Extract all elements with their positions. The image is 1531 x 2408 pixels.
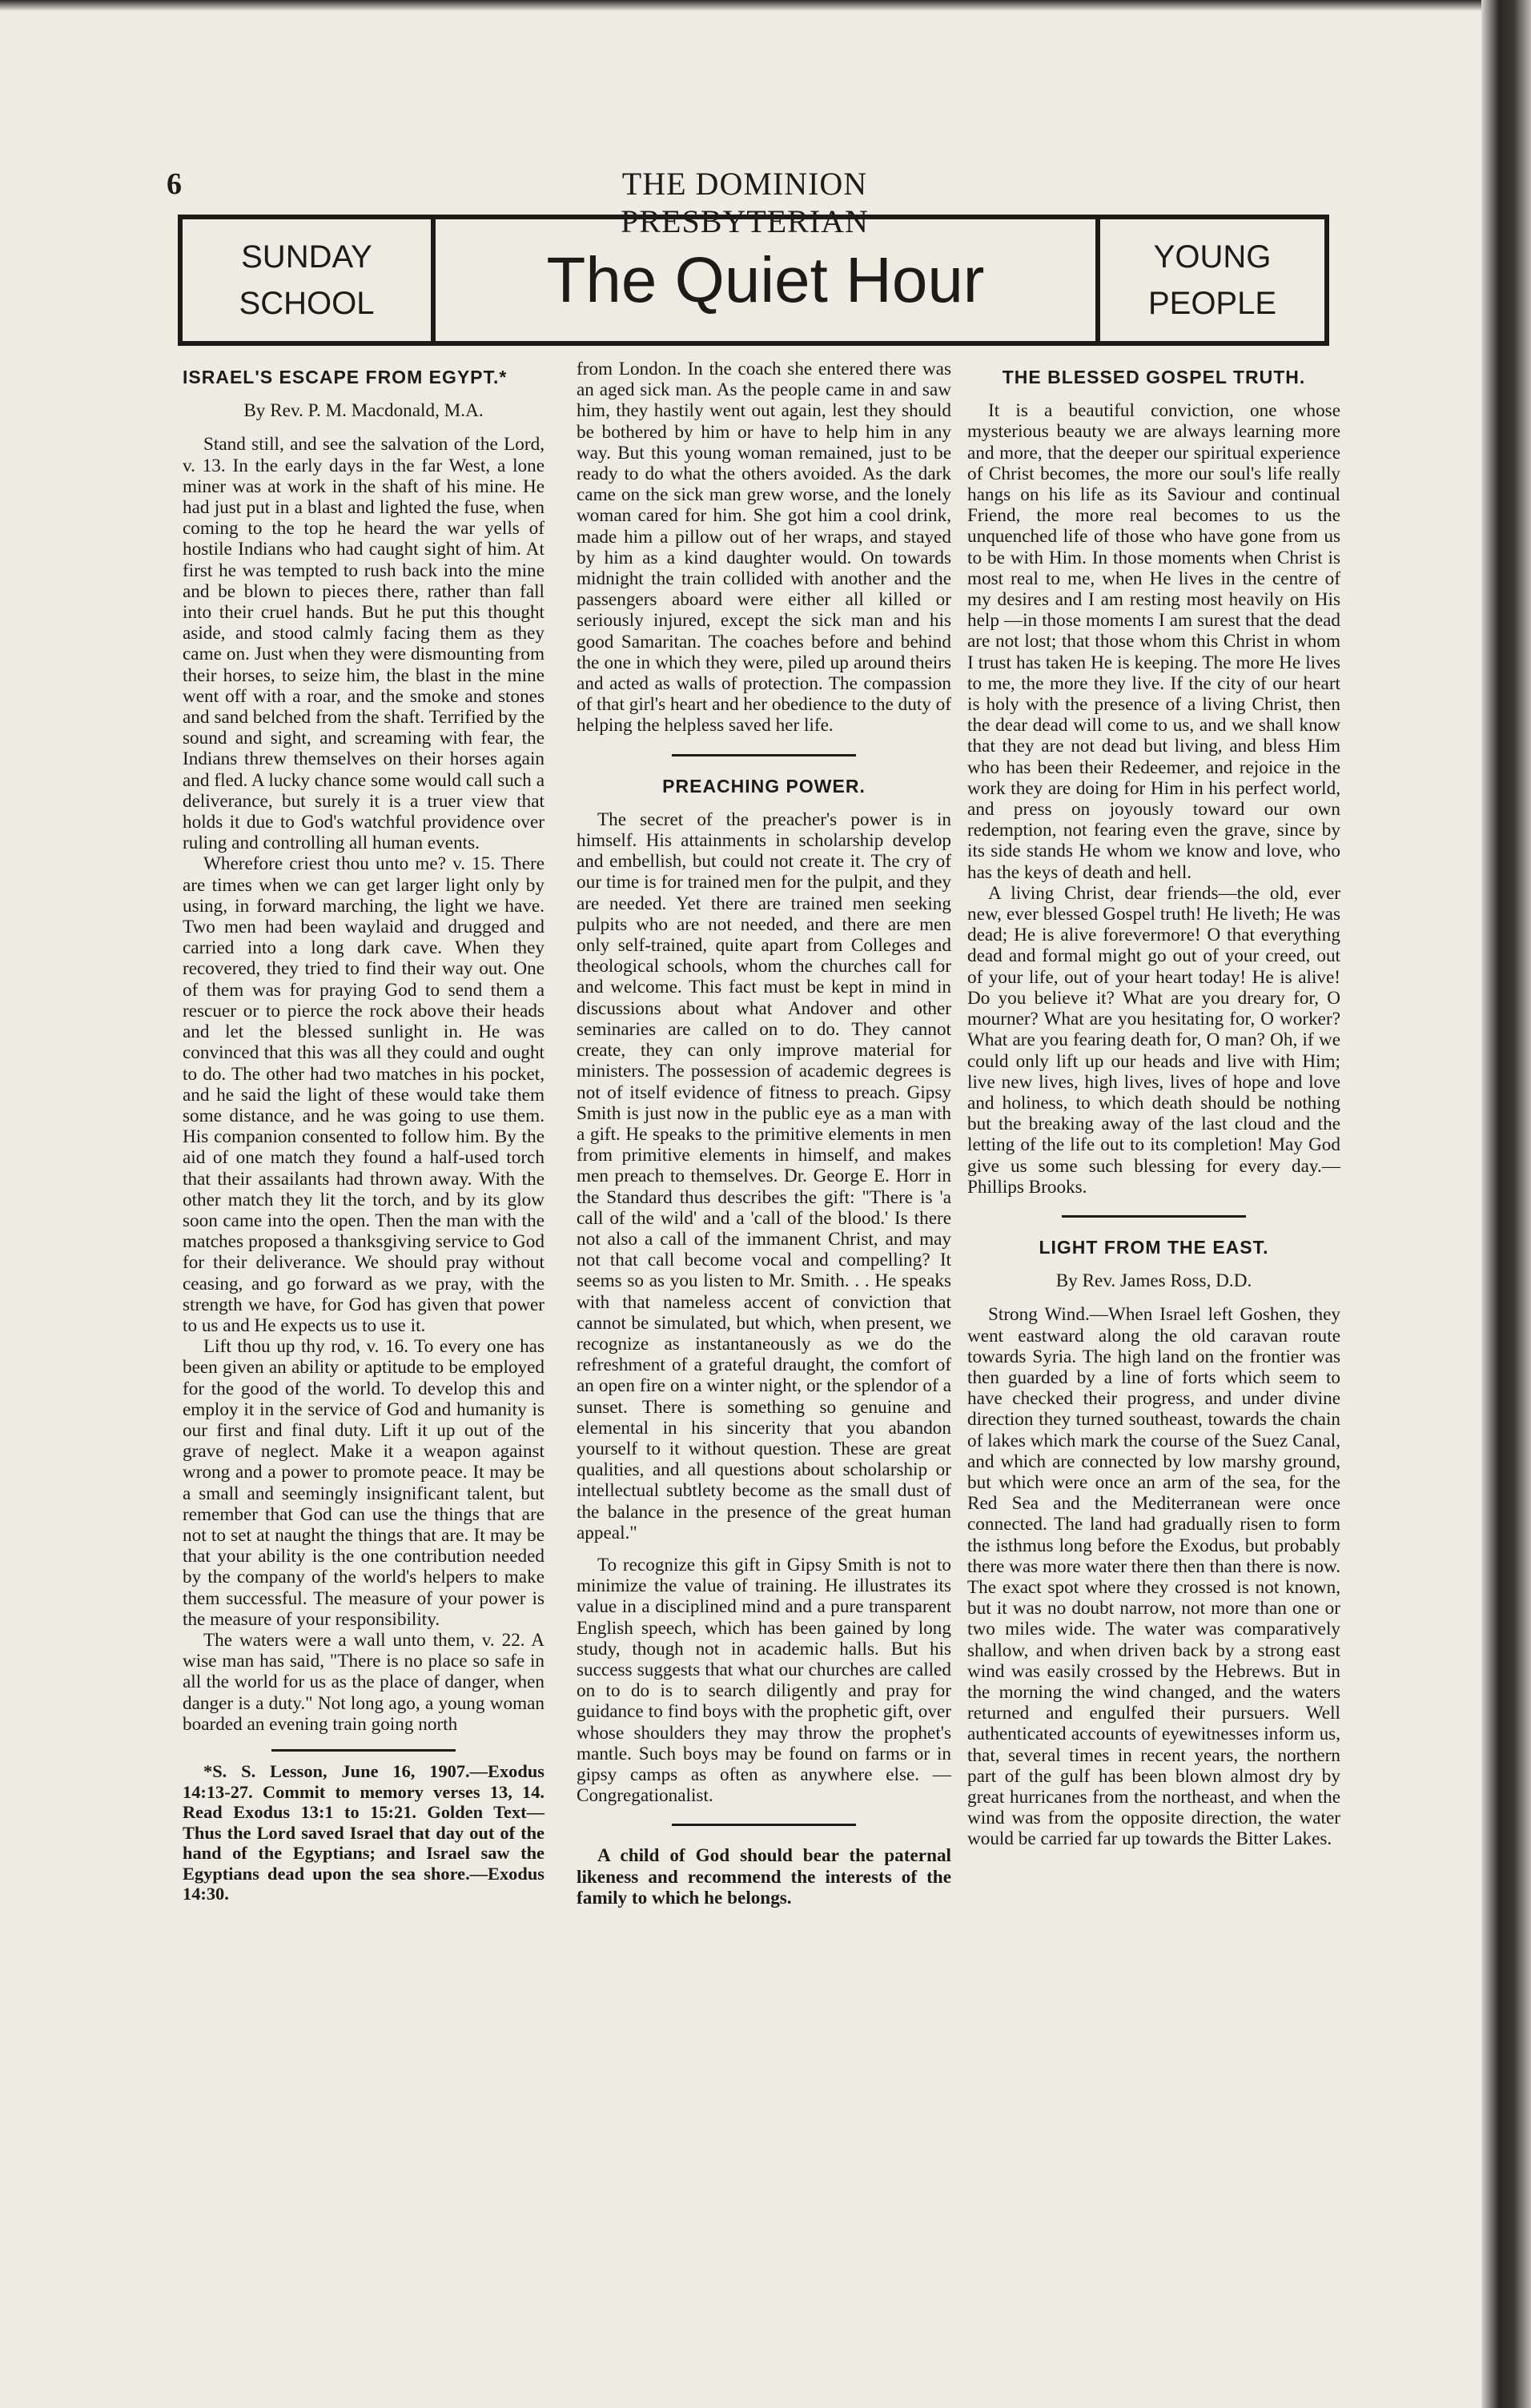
article-byline: By Rev. P. M. Macdonald, M.A.	[243, 400, 484, 422]
article-heading-blessed-gospel-truth: THE BLESSED GOSPEL TRUTH.	[1002, 367, 1306, 387]
column-2	[577, 359, 951, 1908]
article-heading-israels-escape: ISRAEL'S ESCAPE FROM EGYPT.*	[183, 367, 508, 387]
paragraph: Lift thou up thy rod, v. 16. To every one has been given an ability or aptitude to be employed for the good of the world. To develop this and employ it in the service of God and humanity is our first and final duty. Lift it up out of the grave of neglect. Make it a weapon against wrong and a power to promote peace. It may be a small and seemingly insignificant talent, but remember that God can use the things that are not to set at naught the things that are. It may be that your ability is the one contribution needed by the company of the world's helpers to make them successful. The measure of your power is the measure of your responsibility.	[183, 1336, 544, 1630]
banner-right-line2: PEOPLE	[1147, 286, 1277, 321]
banner-left-line1: SUNDAY	[241, 239, 372, 275]
banner-title: The Quiet Hour	[546, 244, 985, 315]
banner-right-line1: YOUNG	[1153, 239, 1272, 275]
footnote-rule	[271, 1749, 456, 1752]
section-divider	[1062, 1215, 1246, 1218]
paragraph: Wherefore criest thou unto me? v. 15. There are times when we can get larger light only by using, in forward marching, the light we have. Two men had been waylaid and drugged and carried into a long dark cave. When they recovered, they tried to find their way out. One of them was for praying God to send them a rescuer or to pierce the rock above their heads and let the blessed sunlight in. He was convinced that this was all they could and ought to do. The other had two matches in his pocket, and he said the light of these would take them some distance, and he was going to use them. His companion consented to follow him. By the aid of one match they found a half-used torch that their assailants had thrown away. With the other match they lit the torch, and by its glow soon came into the open. Then the man with the matches proposed a thanksgiving service to God for their deliverance. We should pray without ceasing, and go forward as we pray, with the strength we have, for God has given that power to us and He expects us to use it.	[183, 853, 544, 1336]
footnote	[183, 1749, 544, 1904]
scan-binding-edge	[1481, 0, 1531, 2408]
paragraph: The secret of the preacher's power is in himself. His attainments in scholarship develop and embellish, but could not create it. The cry of our time is for trained men for the pulpit, and they are needed. Yet there are trained men seeking pulpits who are not needed, and there are men only self-trained, quite apart from Colleges and theological schools, whom the churches call for and welcome. This fact must be kept in mind in discussions about what Andover and other seminaries are called on to do. They cannot create, they can only improve material for ministers. The possession of academic degrees is not of itself evidence of fitness to preach. Gipsy Smith is just now in the public eye as a man with a gift. He speaks to the primitive elements in men from primitive elements in himself, and makes men preach to themselves. Dr. George E. Horr in the Standard thus describes the gift: "There is 'a call of the wild' and a 'call of the blood.' Is there not also a call of the immanent Christ, and may not that call become vocal and compelling? It seems so as you listen to Mr. Smith. . . He speaks with that nameless accent of conviction that cannot be simulated, but which, when present, we recognize as instantaneously as we do the refreshment of a grateful draught, the comfort of an open fire on a winter night, or the splendor of a sunset. There is something so genuine and elemental in his sincerity that you abandon yourself to it without question. These are great qualities, and all questions about scholarship or intellectual subtlety become as the small dust of the balance in the presence of the great human appeal."	[577, 809, 951, 1543]
column-1	[183, 359, 544, 1904]
section-divider	[672, 754, 856, 757]
banner-right-box	[1095, 219, 1324, 341]
article-heading-light-from-the-east: LIGHT FROM THE EAST.	[1039, 1236, 1269, 1258]
scan-top-edge	[0, 0, 1531, 11]
article-byline: By Rev. James Ross, D.D.	[1055, 1270, 1252, 1292]
banner-left-box	[183, 219, 436, 341]
paragraph: Strong Wind.—When Israel left Goshen, they went eastward along the old caravan route towards Syria. The high land on the frontier was then guarded by a line of forts which seem to have checked their progress, and under divine direction they turned southeast, towards the chain of lakes which mark the course of the Suez Canal, and which are connected by low marshy ground, but which were once an arm of the sea, for the Red Sea and the Mediterranean were once connected. The land had gradually risen to form the isthmus long before the Exodus, but probably there was more water there then than there is now. The exact spot where they crossed is not known, but it was no doubt narrow, not more than one or two miles wide. The water was comparatively shallow, and when driven back by a strong east wind was easily crossed by the Hebrews. But in the morning the wind changed, and the waters returned and engulfed their pursuers. Well authenticated accounts of eyewitnesses inform us, that, several times in recent years, the northern part of the gulf has been blown almost dry by great hurricanes from the northeast, and when the wind was from the opposite direction, the water would be carried far up towards the Bitter Lakes.	[967, 1304, 1340, 1850]
page-number: 6	[167, 167, 182, 201]
paragraph: from London. In the coach she entered there was an aged sick man. As the people came in and saw him, they hastily went out again, lest they should be bothered by him or have to help him in any way. But this young woman remained, just to be ready to do what the others avoided. As the dark came on the sick man grew worse, and the lonely woman cared for him. She got him a cool drink, made him a pillow out of her wraps, and stayed by him as a kind daughter would. On towards midnight the train collided with another and the passengers aboard were either all killed or seriously injured, except the sick man and his good Samaritan. The coaches before and behind the one in which they were, piled up around theirs and acted as walls of protection. The compassion of that girl's heart and her obedience to the duty of helping the helpless saved her life.	[577, 359, 951, 736]
column-3	[967, 359, 1340, 1850]
paragraph: Stand still, and see the salvation of the Lord, v. 13. In the early days in the far West, a lone miner was at work in the shaft of his mine. He had just put in a blast and lighted the fuse, when coming to the top he heard the war yells of hostile Indians who had caught sight of him. At first he was tempted to rush back into the mine and be blown to pieces there, rather than fall into their cruel hands. But he put this thought aside, and stood calmly facing them as they came on. Just when they were dismounting from their horses, to seize him, the blast in the mine went off with a roar, and the smoke and stones and sand belched from the shaft. Terrified by the sound and sight, and screaming with fear, the Indians threw themselves on their horses again and fled. A lucky chance some would call such a deliverance, but surely it is a truer view that holds it due to God's watchful providence over ruling and controlling all human events.	[183, 434, 544, 854]
paragraph: To recognize this gift in Gipsy Smith is not to minimize the value of training. He illustrates its value in a disciplined mind and a pure transparent English speech, which has been gained by long study, though not in academic halls. But his success suggests that what our churches are called on to do is to search diligently and pray for guidance to find boys with the prophetic gift, over whose shoulders they may throw the prophet's mantle. Such boys may be found on farms or in gipsy camps as often as anywhere else. —Congregationalist.	[577, 1554, 951, 1807]
article-heading-preaching-power: PREACHING POWER.	[662, 775, 866, 797]
section-banner	[178, 215, 1329, 346]
section-divider	[672, 1824, 856, 1826]
paragraph: The waters were a wall unto them, v. 22. A wise man has said, "There is no place so safe in all the world for us as the place of danger, when danger is a duty." Not long ago, a young woman boarded an evening train going north	[183, 1629, 544, 1735]
footnote-text: *S. S. Lesson, June 16, 1907.—Exodus 14:13-27. Commit to memory verses 13, 14. Read Exodus 13:1 to 15:21. Golden Text—Thus the Lord saved Israel that day out of the hand of the Egyptians; and Israel saw the Egyptians dead upon the sea shore.—Exodus 14:30.	[183, 1761, 544, 1904]
paragraph: A living Christ, dear friends—the old, ever new, ever blessed Gospel truth! He liveth; He was dead; He is alive forevermore! O that everything dead and formal might go out of your creed, out of your life, out of your heart today! He is alive! Do you believe it? What are you dreary for, O mourner? What are you hesitating for, O worker? What are you fearing death for, O man? Oh, if we could only lift up our heads and live with Him; live new lives, high lives, lives of hope and love and holiness, to which death should be nothing but the breaking away of the last cloud and the letting of the life out to its completion! May God give us some such blessing for every day.—Phillips Brooks.	[967, 882, 1340, 1198]
banner-left-line2: SCHOOL	[239, 286, 375, 321]
running-head: THE DOMINION PRESBYTERIAN	[621, 166, 869, 239]
paragraph: It is a beautiful conviction, one whose mysterious beauty we are always learning more and more, that the deeper our spiritual experience of Christ becomes, the more our soul's life really hangs on his life as its Saviour and continual Friend, the more real becomes to us the unquenched life of those who have gone from us to be with Him. In those moments when Christ is most real to me, when He lives in the centre of my desires and I am resting most heavily on His help —in those moments I am surest that the dead are not lost; that those whom this Christ in whom I trust has taken He is keeping. The more He lives to me, the more they live. If the city of our heart is holy with the presence of a living Christ, then the dear dead will come to us, and we shall know that they are not dead but living, and bless Him who has been their Redeemer, and rejoice in the work they are doing for Him in his perfect world, and press on joyously toward our own redemption, not fearing even the grave, since by its side stands He whom we know and love, who has the keys of death and hell.	[967, 400, 1340, 883]
paragraph: A child of God should bear the paternal likeness and recommend the interests of the family to which he belongs.	[577, 1845, 951, 1908]
